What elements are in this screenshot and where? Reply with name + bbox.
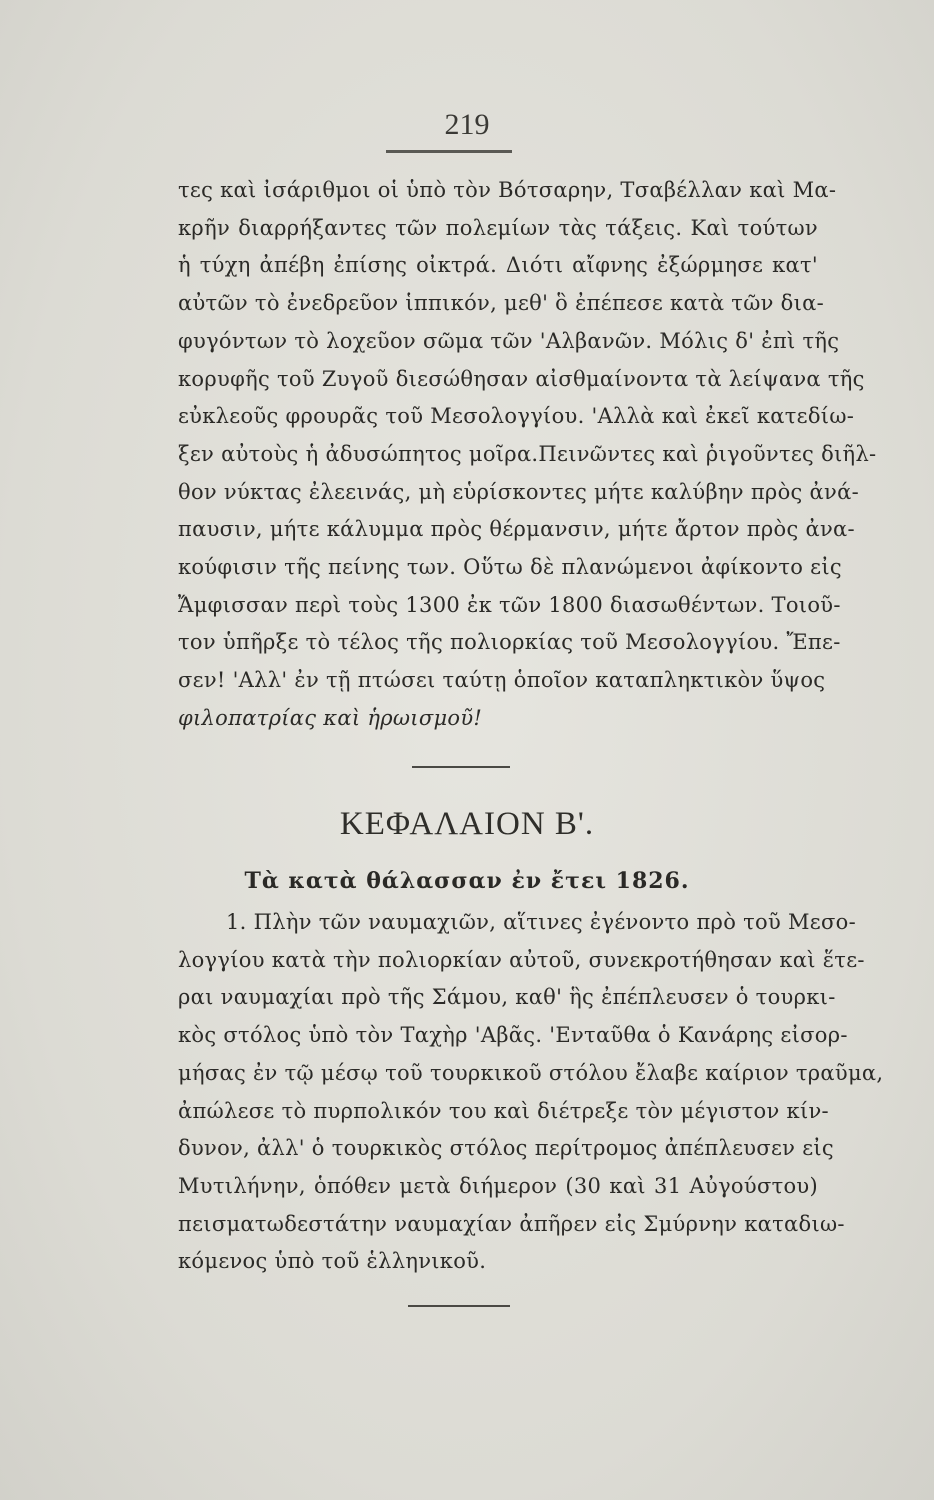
text-line: ξεν αὐτοὺς ἡ ἀδυσώπητος μοῖρα.Πεινῶντες καὶ ῥιγοῦντες διῆλ- — [178, 441, 877, 466]
text-line: κρῆν διαρρήξαντες τῶν πολεμίων τὰς τάξεις. Καὶ τούτων — [178, 215, 818, 240]
text-line: αὐτῶν τὸ ἐνεδρεῦον ἱππικόν, μεθ' ὃ ἐπέπεσε κατὰ τῶν δια- — [178, 291, 825, 316]
text-line: κούφισιν τῆς πείνης των. Οὕτω δὲ πλανώμενοι ἀφίκοντο εἰς — [178, 555, 842, 580]
header-rule — [386, 150, 512, 153]
text-line: παυσιν, μήτε κάλυμμα πρὸς θέρμανσιν, μήτε ἄρτον πρὸς ἀνα- — [178, 517, 855, 542]
text-line: τον ὑπῆρξε τὸ τέλος τῆς πολιορκίας τοῦ Μεσολογγίου. Ἔπε- — [178, 630, 841, 655]
text-line: ἡ τύχη ἀπέβη ἐπίσης οἰκτρά. Διότι αἴφνης ἐξώρμησε κατ' — [178, 253, 818, 278]
text-line-first: 1. Πλὴν τῶν ναυμαχιῶν, αἵτινες ἐγένοντο πρὸ τοῦ Μεσο- — [226, 910, 856, 934]
page-number: 219 — [444, 108, 490, 141]
text-line-last: κόμενος ὑπὸ τοῦ ἑλληνικοῦ. — [178, 1249, 487, 1274]
text-line: σεν! 'Αλλ' ἐν τῇ πτώσει ταύτῃ ὁποῖον καταπληκτικὸν ὕψος — [178, 668, 826, 693]
text-line: κορυφῆς τοῦ Ζυγοῦ διεσώθησαν αἰσθμαίνοντα τὰ λείψανα τῆς — [178, 366, 865, 391]
paragraph-1 — [178, 904, 884, 1281]
section-divider — [412, 766, 510, 768]
text-line: πεισματωδεστάτην ναυμαχίαν ἀπῆρεν εἰς Σμύρνην καταδιω- — [178, 1211, 845, 1236]
text-line: φυγόντων τὸ λοχεῦον σῶμα τῶν 'Αλβανῶν. Μόλις δ' ἐπὶ τῆς — [178, 328, 840, 353]
text-line: δυνον, ἀλλ' ὁ τουρκικὸς στόλος περίτρομος ἀπέπλευσεν εἰς — [178, 1136, 834, 1161]
text-line: κὸς στόλος ὑπὸ τὸν Ταχὴρ 'Αβᾶς. 'Ενταῦθα ὁ Κανάρης εἰσορ- — [178, 1023, 848, 1048]
text-line: τες καὶ ἰσάριθμοι οἱ ὑπὸ τὸν Βότσαρην, Τσαβέλλαν καὶ Μα- — [178, 178, 837, 202]
text-line: μήσας ἐν τῷ μέσῳ τοῦ τουρκικοῦ στόλου ἔλαβε καίριον τραῦμα, — [178, 1060, 884, 1085]
text-line: Μυτιλήνην, ὁπόθεν μετὰ διήμερον (30 καὶ 31 Αὐγούστου) — [178, 1173, 818, 1198]
text-line: ἀπώλεσε τὸ πυρπολικόν του καὶ διέτρεξε τὸν μέγιστον κίν- — [178, 1098, 829, 1123]
text-line-last: φιλοπατρίας καὶ ἡρωισμοῦ! — [178, 705, 483, 730]
text-line: ραι ναυμαχίαι πρὸ τῆς Σάμου, καθ' ἣς ἐπέπλευσεν ὁ τουρκι- — [178, 985, 836, 1010]
chapter-subtitle: Τὰ κατὰ θάλασσαν ἐν ἔτει 1826. — [244, 868, 690, 894]
text-line: θον νύκτας ἐλεεινάς, μὴ εὑρίσκοντες μήτε καλύβην πρὸς ἀνά- — [178, 479, 859, 504]
text-line: εὐκλεοῦς φρουρᾶς τοῦ Μεσολογγίου. 'Αλλὰ καὶ ἐκεῖ κατεδίω- — [178, 404, 855, 429]
end-divider — [408, 1305, 510, 1307]
chapter-heading: ΚΕΦΑΛΑΙΟΝ Β'. — [339, 806, 595, 842]
text-line: Ἄμφισσαν περὶ τοὺς 1300 ἐκ τῶν 1800 διασωθέντων. Τοιοῦ- — [178, 592, 841, 617]
text-line: λογγίου κατὰ τὴν πολιορκίαν αὐτοῦ, συνεκροτήθησαν καὶ ἕτε- — [178, 947, 865, 972]
paragraph-continuation — [178, 172, 877, 738]
